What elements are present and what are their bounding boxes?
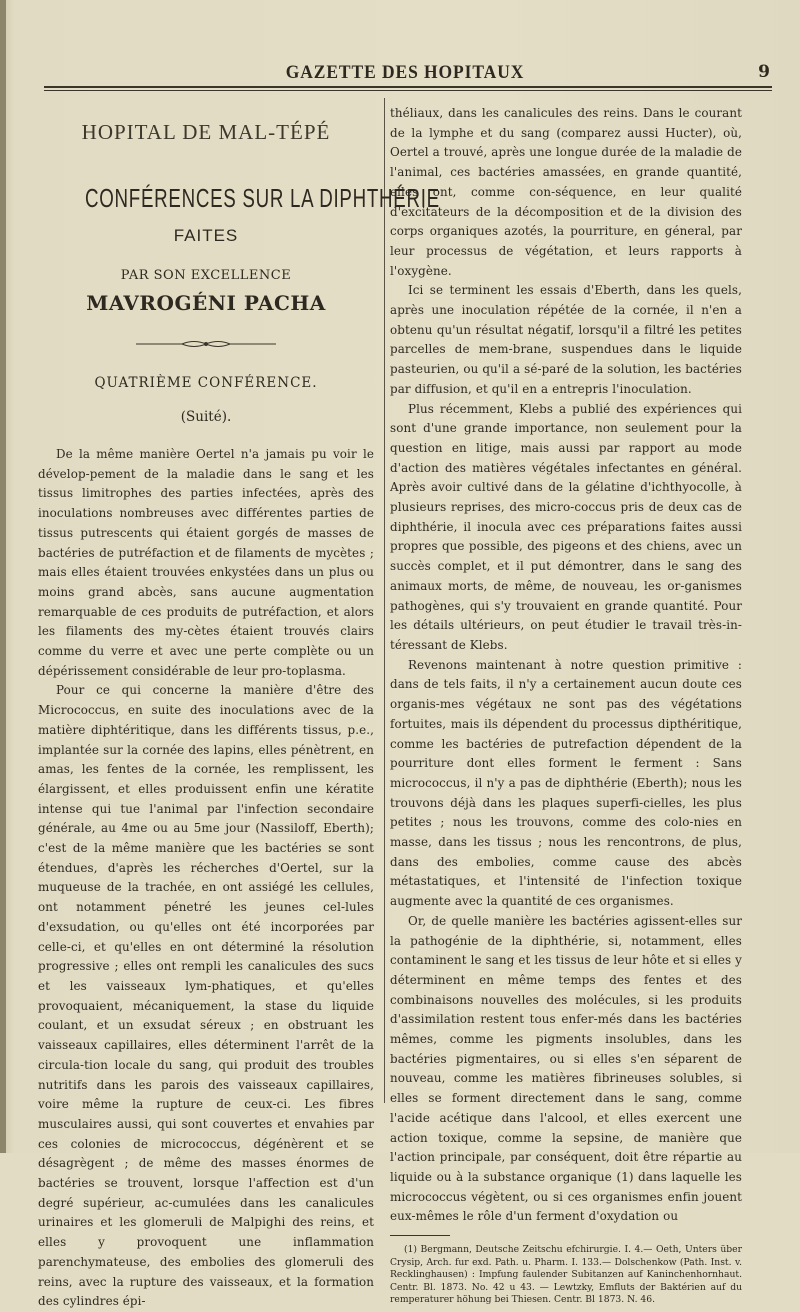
paragraph: théliaux, dans les canalicules des reins. Dans le courant de la lymphe et du sang (comparez aussi Hucter), où, Oertel a trouvé, après une longue durée de la maladie de l'animal, ces bactéries amassées, en grande quantité, elles ont, comme con-séquence, en leur qualité d'excitateurs de la décomposition et de la division des corps organiques azotés, la pourriture, en géneral, par leur processus de végétation, et leurs rapports à l'oxygène. <box>390 106 742 278</box>
hospital-heading: HOPITAL DE MAL-TÉPÉ <box>81 120 331 144</box>
header-rule-thin <box>44 90 772 91</box>
paragraph: Revenons maintenant à notre question primitive : dans de tels faits, il n'y a certainement aucun doute ces organis-mes végétaux ne sont pas des végétations fortuites, mais ils dépendent du processus dipthéritique, comme les bactéries de putrefaction dépendent de la pourriture dont elles forment le ferment : Sans micrococcus, il n'y a pas de diphthérie (Eberth); nous les trouvons déjà dans les plaques superfi-cielles, les plus petites ; nous les trouvons, comme des colo-nies en masse, dans les tissus ; nous les rencontrons, de plus, dans des embolies, comme cause des abcès métastatiques, et l'intensité de l'infection toxique augmente avec la quantité de ces organismes. <box>390 657 742 909</box>
right-body-text <box>390 104 742 1227</box>
paragraph: Ici se terminent les essais d'Eberth, dans les quels, après une inoculation répétée de la cornée, il n'en a obtenu qu'un résultat négatif, lorsqu'il a filtré les petites parcelles de mem-brane, suspendues dans le liquide pasteurien, ou qu'il a sé-paré de la solution, les bactéries par diffusion, et qu'il en a entrepris l'inoculation. <box>390 283 742 396</box>
conference-title: CONFÉRENCES SUR LA DIPHTHÉRIE <box>85 183 440 213</box>
column-divider <box>384 98 385 1103</box>
page-number: 9 <box>758 62 770 82</box>
faites-subtitle: FAITES <box>173 226 239 245</box>
footnote: (1) Bergmann, Deutsche Zeitschu efchirurgie. I. 4.— Oeth, Unters über Crysip, Arch. fur exd. Path. u. Pharm. I. 133.— Dolschenkow (Path. Inst. v. Recklinghausen) : Impfung faulender Subitanzen auf Kaninchenhornhaut. Centr. Bl. 1873. No. 42 u 43. — Lewtzky, Emfluts der Baktérien auf du remperaturer höhung bei Thiesen. Centr. Bl 1873. N. 46. <box>390 1244 742 1306</box>
author-name: MAVROGÉNI PACHA <box>86 291 326 315</box>
par-son-excellence: PAR SON EXCELLENCE <box>120 268 292 283</box>
left-body-text <box>38 445 374 1312</box>
paragraph: De la même manière Oertel n'a jamais pu voir le dévelop-pement de la maladie dans le sang et les tissus limitrophes des parties infectées, après des inoculations nombreuses avec différentes parties de tissus putrescents qui étaient gorgés de masses de bactéries de putréfaction et de filaments de mycètes ; mais elles étaient trouvées enkystées dans un plus ou moins grand abcès, sans aucune augmentation remarquable de ces produits de putréfaction, et alors les filaments des my-cètes étaient trouvés clairs comme du verre et avec une perte complète ou un dépérissement considérable de leur pro-toplasma. <box>38 447 374 678</box>
footnote-rule <box>390 1235 450 1236</box>
paragraph: Or, de quelle manière les bactéries agissent-elles sur la pathogénie de la diphthérie, si, notamment, elles contaminent le sang et les tissus de leur hôte et si elles y déterminent en même temps des fentes et des combinaisons nouvelles des molécules, si les produits d'assimilation restent tous enfer-més dans les bactéries mêmes, comme les pigments insolubles, dans les bactéries pigmentaires, ou si elles s'en séparent de nouveau, comme les matières fibrineuses solubles, si elles se forment directement dans le sang, comme l'acide acétique dans l'alcool, et elles exercent une action toxique, comme la sepsine, de manière que l'action principale, par conséquent, doit être répartie au liquide ou à la substance organique (1) dans laquelle les micrococcus végètent, ou si ces organismes enfin jouent eux-mêmes le rôle d'un ferment d'oxydation ou <box>390 913 742 1224</box>
suite-label: (Suité). <box>180 409 232 425</box>
journal-title: GAZETTE DES HOPITAUX <box>285 62 525 83</box>
header-rule-thick <box>44 86 772 88</box>
paragraph: Pour ce qui concerne la manière d'être des Micrococcus, en suite des inoculations avec de la matière diphtéritique, dans les différents tissus, p.e., implantée sur la cornée des lapins, elles pénètrent, en amas, les fentes de la cornée, les remplissent, les élargissent, et elles produissent enfin une kératite intense qui tue l'animal par l'infection secondaire générale, au 4me ou au 5me jour (Nassiloff, Eberth); c'est de la même manière que les bactéries se sont étendues, d'après les récherches d'Oertel, sur la muqueuse de la trachée, en ont assiégé les cellules, ont notamment pénetré les jeunes cel-lules d'exsudation, ou qu'elles ont été incorporées par celle-ci, et qu'elles en ont déterminé la résolution progressive ; elles ont rempli les canalicules des sucs et les vaisseaux lym-phatiques, et qu'elles provoquaient, mécaniquement, la stase du liquide coulant, et un exsudat séreux ; en obstruant les vaisseaux capillaires, elles déterminent l'arrêt de la circula-tion locale du sang, qui produit des troubles nutritifs dans les parois des vaisseaux capillaires, voire même la rupture de ceux-ci. Les fibres musculaires aussi, qui sont couvertes et envahies par ces colonies de micrococcus, dégénèrent et se désagrègent ; de même des masses énormes de bactéries se trouvent, lorsque l'affection est d'un degré supérieur, ac-cumulées dans les canalicules urinaires et les glomeruli de Malpighi des reins, et elles y provoquent une inflammation parenchymateuse, des embolies des glomeruli des reins, avec la rupture des vaisseaux, et la formation des cylindres épi- <box>38 683 374 1309</box>
running-header <box>40 58 770 88</box>
conference-number: QUATRIÈME CONFÉRENCE. <box>94 375 318 391</box>
left-column <box>38 104 440 1312</box>
paragraph: Plus récemment, Klebs a publié des expériences qui sont d'une grande importance, non seulement pour la question en litige, mais aussi par rapport au mode d'action des matières végétales infectantes en général. Après avoir cultivé dans de la gélatine d'ichthyocolle, à plusieurs reprises, des micro-coccus pris de deux cas de diphthérie, il inocula avec ces préparations faites aussi propres que possible, des pigeons et des chiens, avec un succès complet, et il put démontrer, dans le sang des animaux morts, de même, de nouveau, les or-ganismes pathogènes, qui s'y trouvaient en grande quantité. Pour les détails ultérieurs, on peut étudier le travail très-in-téressant de Klebs. <box>390 401 742 652</box>
ornament-divider-icon <box>136 339 276 349</box>
right-column <box>390 104 742 1307</box>
page-spine-edge <box>0 0 6 1153</box>
